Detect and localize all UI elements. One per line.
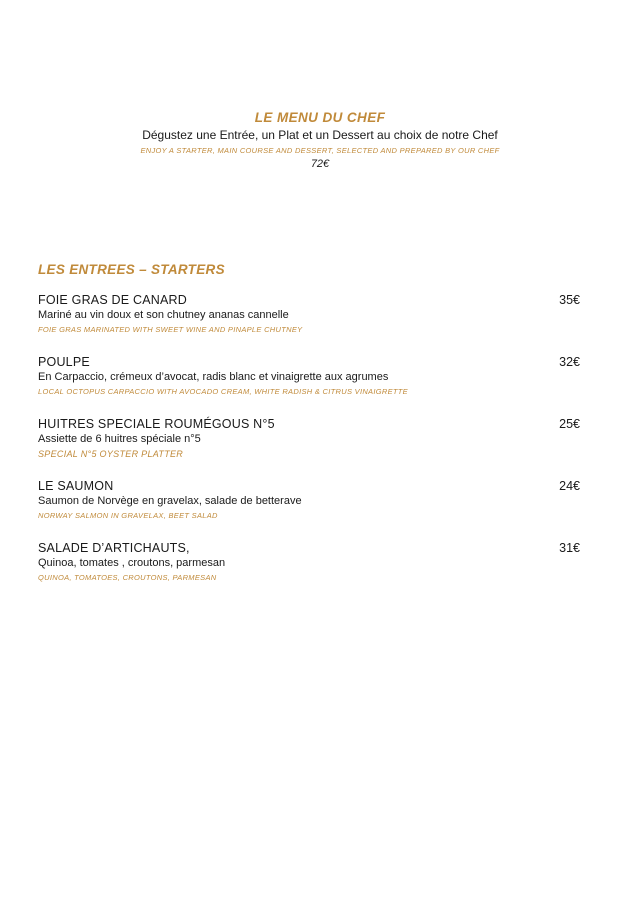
item-name: SALADE D’ARTICHAUTS, [38, 541, 190, 555]
menu-item-salade-artichauts [38, 540, 580, 602]
chef-menu-block [0, 108, 640, 171]
item-description-en: QUINOA, TOMATOES, CROUTONS, PARMESAN [38, 573, 217, 582]
menu-item-poulpe [38, 354, 580, 416]
item-name: HUITRES SPECIALE ROUMÉGOUS N°5 [38, 417, 275, 431]
item-description-en: SPECIAL N°5 OYSTER PLATTER [38, 449, 184, 459]
item-description: En Carpaccio, crémeux d’avocat, radis blanc et vinaigrette aux agrumes [38, 371, 389, 383]
menu-item-foie-gras [38, 292, 580, 354]
item-price: 24€ [559, 479, 580, 493]
item-description: Saumon de Norvège en gravelax, salade de betterave [38, 495, 302, 507]
item-price: 32€ [559, 355, 580, 369]
menu-item-huitres [38, 416, 580, 478]
item-description-en: LOCAL OCTOPUS CARPACCIO WITH AVOCADO CREAM, WHITE RADISH & CITRUS VINAIGRETTE [38, 387, 408, 396]
section-title-starters: LES ENTREES – STARTERS [38, 262, 225, 277]
item-description: Assiette de 6 huitres spéciale n°5 [38, 433, 201, 445]
item-description: Quinoa, tomates , croutons, parmesan [38, 557, 226, 569]
chef-menu-price: 72€ [310, 158, 330, 170]
chef-menu-description-en: ENJOY A STARTER, MAIN COURSE AND DESSERT, SELECTED AND PREPARED BY OUR CHEF [140, 146, 500, 155]
item-price: 25€ [559, 417, 580, 431]
menu-item-saumon [38, 478, 580, 540]
chef-menu-title: LE MENU DU CHEF [254, 110, 386, 125]
item-price: 35€ [559, 293, 580, 307]
starters-list [38, 292, 580, 602]
item-price: 31€ [559, 541, 580, 555]
item-description: Mariné au vin doux et son chutney ananas cannelle [38, 309, 289, 321]
item-name: FOIE GRAS DE CANARD [38, 293, 187, 307]
chef-menu-description: Dégustez une Entrée, un Plat et un Dessert au choix de notre Chef [142, 128, 498, 142]
item-name: POULPE [38, 355, 90, 369]
item-description-en: NORWAY SALMON IN GRAVELAX, BEET SALAD [38, 511, 218, 520]
item-name: LE SAUMON [38, 479, 114, 493]
item-description-en: FOIE GRAS MARINATED WITH SWEET WINE AND PINAPLE CHUTNEY [38, 325, 303, 334]
